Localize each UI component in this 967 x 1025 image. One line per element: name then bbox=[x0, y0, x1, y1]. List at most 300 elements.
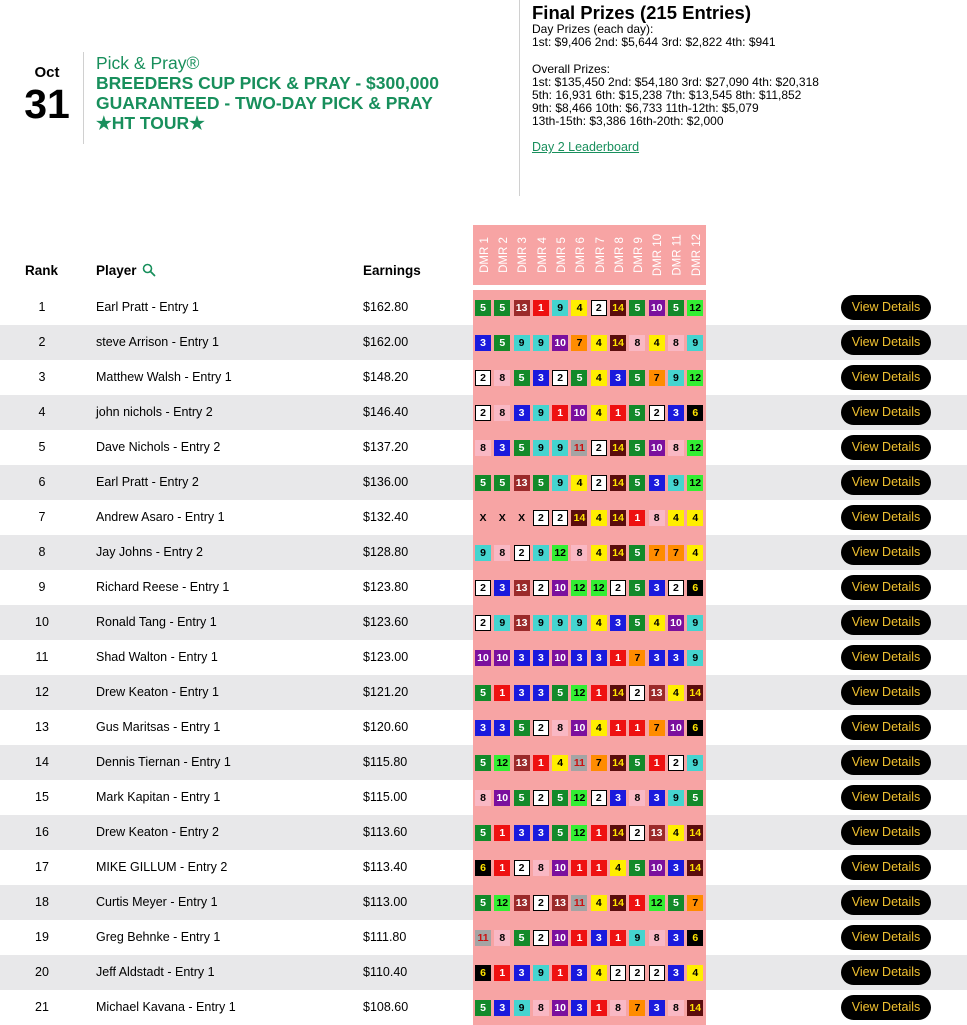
table-row bbox=[0, 885, 967, 920]
picks-strip bbox=[473, 325, 706, 360]
rank-cell: 14 bbox=[35, 755, 49, 769]
view-details-button[interactable]: View Details bbox=[841, 435, 931, 460]
pick-badge: 2 bbox=[514, 545, 530, 561]
pick-badge: 1 bbox=[533, 300, 549, 316]
pick-badge: 14 bbox=[610, 755, 626, 771]
player-name: Drew Keaton - Entry 1 bbox=[96, 685, 219, 699]
pick-badge: 6 bbox=[687, 580, 703, 596]
earnings-cell: $162.80 bbox=[363, 300, 409, 314]
view-details-button[interactable]: View Details bbox=[841, 610, 931, 635]
rank-cell: 7 bbox=[38, 510, 46, 524]
pick-badge: 2 bbox=[514, 860, 530, 876]
pick-badge: 13 bbox=[514, 755, 530, 771]
pick-badge: 3 bbox=[591, 930, 607, 946]
pick-badge: 7 bbox=[571, 335, 587, 351]
view-details-button[interactable]: View Details bbox=[841, 330, 931, 355]
pick-badge: 4 bbox=[591, 405, 607, 421]
race-header: DMR 6 bbox=[575, 237, 588, 273]
table-row bbox=[0, 850, 967, 885]
pick-badge: 1 bbox=[591, 860, 607, 876]
earnings-cell: $162.00 bbox=[363, 335, 409, 349]
view-details-button[interactable]: View Details bbox=[841, 645, 931, 670]
pick-badge: 10 bbox=[552, 580, 568, 596]
view-details-button[interactable]: View Details bbox=[841, 960, 931, 985]
pick-badge: 9 bbox=[629, 930, 645, 946]
overall-prizes-line: 1st: $135,450 2nd: $54,180 3rd: $27,090 4th: $20,318 bbox=[532, 75, 819, 89]
pick-badge: 9 bbox=[514, 1000, 530, 1016]
pick-badge: 13 bbox=[514, 580, 530, 596]
view-details-button[interactable]: View Details bbox=[841, 890, 931, 915]
pick-badge: 12 bbox=[494, 755, 510, 771]
pick-badge: 7 bbox=[591, 755, 607, 771]
pick-badge: 8 bbox=[571, 545, 587, 561]
table-row bbox=[0, 570, 967, 605]
pick-badge: X bbox=[494, 510, 510, 526]
view-details-cell bbox=[841, 540, 931, 565]
pick-badge: 14 bbox=[610, 545, 626, 561]
view-details-button[interactable]: View Details bbox=[841, 295, 931, 320]
pick-badge: 13 bbox=[514, 475, 530, 491]
picks-strip bbox=[473, 605, 706, 640]
pick-badge: 3 bbox=[533, 650, 549, 666]
pick-badge: 1 bbox=[533, 755, 549, 771]
pick-badge: 3 bbox=[610, 790, 626, 806]
pick-badge: 2 bbox=[533, 895, 549, 911]
pick-badge: 2 bbox=[610, 580, 626, 596]
rank-cell: 8 bbox=[38, 545, 46, 559]
pick-badge: 3 bbox=[668, 650, 684, 666]
earnings-cell: $123.00 bbox=[363, 650, 409, 664]
pick-badge: 14 bbox=[610, 440, 626, 456]
pick-badge: 5 bbox=[533, 475, 549, 491]
pick-badge: 14 bbox=[610, 335, 626, 351]
pick-badge: 10 bbox=[552, 860, 568, 876]
pick-badge: 5 bbox=[514, 440, 530, 456]
pick-badge: 13 bbox=[514, 615, 530, 631]
pick-badge: 6 bbox=[475, 965, 491, 981]
view-details-cell bbox=[841, 995, 931, 1020]
pick-badge: 4 bbox=[687, 965, 703, 981]
picks-strip bbox=[473, 990, 706, 1025]
pick-badge: 2 bbox=[533, 510, 549, 526]
view-details-button[interactable]: View Details bbox=[841, 575, 931, 600]
pick-badge: 13 bbox=[649, 685, 665, 701]
table-row bbox=[0, 815, 967, 850]
pick-badge: 5 bbox=[552, 825, 568, 841]
view-details-button[interactable]: View Details bbox=[841, 365, 931, 390]
pick-badge: 9 bbox=[687, 755, 703, 771]
pick-badge: 3 bbox=[514, 685, 530, 701]
overall-prizes-line: 9th: $8,466 10th: $6,733 11th-12th: $5,079 bbox=[532, 101, 759, 115]
pick-badge: 2 bbox=[533, 580, 549, 596]
pick-badge: 4 bbox=[610, 860, 626, 876]
search-icon[interactable] bbox=[142, 263, 156, 277]
pick-badge: 8 bbox=[475, 440, 491, 456]
pick-badge: 9 bbox=[533, 440, 549, 456]
pick-badge: 3 bbox=[494, 720, 510, 736]
table-row bbox=[0, 325, 967, 360]
pick-badge: 10 bbox=[571, 720, 587, 736]
pick-badge: 1 bbox=[552, 405, 568, 421]
earnings-cell: $110.40 bbox=[363, 965, 408, 979]
view-details-button[interactable]: View Details bbox=[841, 400, 931, 425]
player-name: Mark Kapitan - Entry 1 bbox=[96, 790, 221, 804]
view-details-button[interactable]: View Details bbox=[841, 820, 931, 845]
rank-cell: 19 bbox=[35, 930, 49, 944]
pick-badge: 3 bbox=[514, 650, 530, 666]
pick-badge: 3 bbox=[475, 720, 491, 736]
pick-badge: 8 bbox=[494, 405, 510, 421]
pick-badge: 9 bbox=[687, 615, 703, 631]
event-title-line-3: ★HT TOUR★ bbox=[96, 113, 205, 133]
pick-badge: 4 bbox=[591, 545, 607, 561]
pick-badge: 12 bbox=[591, 580, 607, 596]
view-details-button[interactable]: View Details bbox=[841, 540, 931, 565]
pick-badge: 5 bbox=[668, 300, 684, 316]
picks-strip bbox=[473, 850, 706, 885]
pick-badge: 3 bbox=[649, 1000, 665, 1016]
pick-badge: 9 bbox=[668, 370, 684, 386]
pick-badge: 3 bbox=[668, 965, 684, 981]
table-row bbox=[0, 990, 967, 1025]
pick-badge: 11 bbox=[571, 895, 587, 911]
earnings-cell: $132.40 bbox=[363, 510, 409, 524]
pick-badge: 5 bbox=[475, 895, 491, 911]
rank-cell: 5 bbox=[38, 440, 46, 454]
pick-badge: 14 bbox=[610, 475, 626, 491]
pick-badge: 10 bbox=[552, 930, 568, 946]
race-header: DMR 1 bbox=[478, 237, 491, 273]
view-details-button[interactable]: View Details bbox=[841, 680, 931, 705]
pick-badge: 7 bbox=[649, 370, 665, 386]
table-row bbox=[0, 675, 967, 710]
pick-badge: 1 bbox=[591, 1000, 607, 1016]
player-name: Ronald Tang - Entry 1 bbox=[96, 615, 217, 629]
rank-cell: 4 bbox=[38, 405, 46, 419]
view-details-cell bbox=[841, 855, 931, 880]
picks-strip bbox=[473, 430, 706, 465]
pick-badge: 1 bbox=[494, 685, 510, 701]
view-details-cell bbox=[841, 505, 931, 530]
pick-badge: 13 bbox=[649, 825, 665, 841]
player-name: Earl Pratt - Entry 2 bbox=[96, 475, 199, 489]
pick-badge: 1 bbox=[629, 510, 645, 526]
pick-badge: 2 bbox=[533, 930, 549, 946]
pick-badge: 12 bbox=[571, 790, 587, 806]
pick-badge: 3 bbox=[571, 965, 587, 981]
view-details-button[interactable]: View Details bbox=[841, 855, 931, 880]
pick-badge: 14 bbox=[610, 510, 626, 526]
pick-badge: 2 bbox=[475, 370, 491, 386]
pick-badge: 9 bbox=[687, 335, 703, 351]
pick-badge: 12 bbox=[552, 545, 568, 561]
pick-badge: 1 bbox=[591, 685, 607, 701]
event-series: Pick & Pray® bbox=[96, 53, 200, 73]
pick-badge: 6 bbox=[687, 405, 703, 421]
pick-badge: 3 bbox=[649, 790, 665, 806]
pick-badge: 5 bbox=[629, 615, 645, 631]
overall-prizes-label: Overall Prizes: bbox=[532, 62, 611, 76]
view-details-cell bbox=[841, 680, 931, 705]
pick-badge: 5 bbox=[514, 790, 530, 806]
pick-badge: 3 bbox=[571, 650, 587, 666]
pick-badge: 3 bbox=[533, 685, 549, 701]
pick-badge: 12 bbox=[649, 895, 665, 911]
earnings-cell: $115.80 bbox=[363, 755, 408, 769]
view-details-cell bbox=[841, 750, 931, 775]
pick-badge: 3 bbox=[668, 405, 684, 421]
pick-badge: 3 bbox=[475, 335, 491, 351]
pick-badge: 8 bbox=[629, 790, 645, 806]
earnings-cell: $128.80 bbox=[363, 545, 409, 559]
pick-badge: X bbox=[514, 510, 530, 526]
pick-badge: 14 bbox=[610, 895, 626, 911]
pick-badge: 5 bbox=[494, 335, 510, 351]
player-header bbox=[96, 263, 156, 278]
view-details-cell bbox=[841, 610, 931, 635]
day-prizes-line: 1st: $9,406 2nd: $5,644 3rd: $2,822 4th: $941 bbox=[532, 35, 776, 49]
view-details-button[interactable]: View Details bbox=[841, 925, 931, 950]
pick-badge: 3 bbox=[494, 580, 510, 596]
pick-badge: 12 bbox=[687, 440, 703, 456]
pick-badge: 2 bbox=[629, 825, 645, 841]
earnings-header: Earnings bbox=[363, 263, 421, 278]
pick-badge: 10 bbox=[668, 720, 684, 736]
rank-cell: 15 bbox=[35, 790, 49, 804]
pick-badge: 5 bbox=[629, 860, 645, 876]
pick-badge: X bbox=[475, 510, 491, 526]
pick-badge: 1 bbox=[571, 860, 587, 876]
player-name: steve Arrison - Entry 1 bbox=[96, 335, 219, 349]
pick-badge: 5 bbox=[494, 475, 510, 491]
view-details-cell bbox=[841, 575, 931, 600]
rank-header: Rank bbox=[25, 263, 59, 278]
view-details-cell bbox=[841, 400, 931, 425]
pick-badge: 14 bbox=[687, 685, 703, 701]
rank-cell: 1 bbox=[38, 300, 46, 314]
player-name: Michael Kavana - Entry 1 bbox=[96, 1000, 236, 1014]
table-row bbox=[0, 360, 967, 395]
pick-badge: 5 bbox=[475, 755, 491, 771]
pick-badge: 8 bbox=[494, 930, 510, 946]
rank-cell: 18 bbox=[35, 895, 49, 909]
pick-badge: 7 bbox=[629, 1000, 645, 1016]
pick-badge: 4 bbox=[649, 615, 665, 631]
pick-badge: 12 bbox=[687, 370, 703, 386]
pick-badge: 9 bbox=[514, 335, 530, 351]
pick-badge: 3 bbox=[610, 615, 626, 631]
pick-badge: 4 bbox=[591, 965, 607, 981]
pick-badge: 3 bbox=[494, 1000, 510, 1016]
pick-badge: 1 bbox=[610, 405, 626, 421]
race-header: DMR 3 bbox=[517, 237, 530, 273]
pick-badge: 4 bbox=[591, 370, 607, 386]
pick-badge: 9 bbox=[552, 475, 568, 491]
pick-badge: 9 bbox=[668, 790, 684, 806]
picks-strip bbox=[473, 290, 706, 325]
pick-badge: 3 bbox=[514, 405, 530, 421]
earnings-cell: $111.80 bbox=[363, 930, 407, 944]
pick-badge: 1 bbox=[494, 965, 510, 981]
earnings-cell: $108.60 bbox=[363, 1000, 409, 1014]
pick-badge: 1 bbox=[494, 860, 510, 876]
pick-badge: 10 bbox=[552, 335, 568, 351]
pick-badge: 6 bbox=[687, 930, 703, 946]
pick-badge: 8 bbox=[649, 510, 665, 526]
pick-badge: 12 bbox=[571, 580, 587, 596]
pick-badge: 1 bbox=[571, 930, 587, 946]
picks-strip bbox=[473, 535, 706, 570]
view-details-cell bbox=[841, 715, 931, 740]
pick-badge: 14 bbox=[571, 510, 587, 526]
view-details-button[interactable]: View Details bbox=[841, 750, 931, 775]
earnings-cell: $113.40 bbox=[363, 860, 408, 874]
pick-badge: 4 bbox=[571, 475, 587, 491]
rank-cell: 16 bbox=[35, 825, 49, 839]
picks-strip bbox=[473, 710, 706, 745]
view-details-button[interactable]: View Details bbox=[841, 995, 931, 1020]
view-details-button[interactable]: View Details bbox=[841, 470, 931, 495]
pick-badge: 5 bbox=[475, 300, 491, 316]
player-name: Shad Walton - Entry 1 bbox=[96, 650, 218, 664]
earnings-cell: $137.20 bbox=[363, 440, 409, 454]
race-column-headers bbox=[473, 225, 706, 285]
pick-badge: 5 bbox=[687, 790, 703, 806]
day-prizes-label: Day Prizes (each day): bbox=[532, 22, 654, 36]
pick-badge: 7 bbox=[649, 545, 665, 561]
player-name: Dave Nichols - Entry 2 bbox=[96, 440, 221, 454]
pick-badge: 13 bbox=[552, 895, 568, 911]
event-title-block bbox=[96, 53, 439, 133]
view-details-cell bbox=[841, 925, 931, 950]
pick-badge: 2 bbox=[629, 685, 645, 701]
view-details-button[interactable]: View Details bbox=[841, 715, 931, 740]
earnings-cell: $123.80 bbox=[363, 580, 409, 594]
race-header: DMR 9 bbox=[633, 237, 646, 273]
view-details-cell bbox=[841, 295, 931, 320]
pick-badge: 8 bbox=[649, 930, 665, 946]
pick-badge: 10 bbox=[494, 790, 510, 806]
race-header: DMR 7 bbox=[594, 237, 607, 273]
pick-badge: 5 bbox=[668, 895, 684, 911]
player-name: Matthew Walsh - Entry 1 bbox=[96, 370, 232, 384]
race-header: DMR 5 bbox=[555, 237, 568, 273]
rank-cell: 6 bbox=[38, 475, 46, 489]
pick-badge: 2 bbox=[591, 300, 607, 316]
table-row bbox=[0, 430, 967, 465]
pick-badge: 2 bbox=[533, 790, 549, 806]
earnings-cell: $113.60 bbox=[363, 825, 408, 839]
pick-badge: 10 bbox=[649, 860, 665, 876]
pick-badge: 2 bbox=[668, 755, 684, 771]
pick-badge: 1 bbox=[649, 755, 665, 771]
pick-badge: 6 bbox=[475, 860, 491, 876]
race-header: DMR 11 bbox=[671, 234, 684, 276]
overall-prizes-line: 5th: 16,931 6th: $15,238 7th: $13,545 8th: $11,852 bbox=[532, 88, 802, 102]
pick-badge: 1 bbox=[610, 720, 626, 736]
pick-badge: 9 bbox=[668, 475, 684, 491]
pick-badge: 12 bbox=[687, 475, 703, 491]
pick-badge: 14 bbox=[610, 685, 626, 701]
pick-badge: 12 bbox=[571, 825, 587, 841]
pick-badge: 8 bbox=[533, 1000, 549, 1016]
pick-badge: 7 bbox=[629, 650, 645, 666]
pick-badge: 5 bbox=[571, 370, 587, 386]
pick-badge: 2 bbox=[610, 965, 626, 981]
player-name: Dennis Tiernan - Entry 1 bbox=[96, 755, 231, 769]
picks-strip bbox=[473, 395, 706, 430]
pick-badge: 3 bbox=[610, 370, 626, 386]
pick-badge: 8 bbox=[610, 1000, 626, 1016]
pick-badge: 1 bbox=[610, 650, 626, 666]
table-row bbox=[0, 500, 967, 535]
pick-badge: 5 bbox=[475, 825, 491, 841]
view-details-button[interactable]: View Details bbox=[841, 505, 931, 530]
pick-badge: 5 bbox=[629, 545, 645, 561]
picks-strip bbox=[473, 465, 706, 500]
event-day: 31 bbox=[24, 81, 70, 127]
prize-divider bbox=[519, 0, 520, 196]
pick-badge: 4 bbox=[552, 755, 568, 771]
day2-leaderboard-link[interactable]: Day 2 Leaderboard bbox=[532, 140, 640, 154]
pick-badge: 8 bbox=[668, 1000, 684, 1016]
rank-cell: 11 bbox=[35, 650, 49, 664]
race-header: DMR 12 bbox=[690, 233, 703, 277]
view-details-cell bbox=[841, 960, 931, 985]
picks-strip bbox=[473, 640, 706, 675]
pick-badge: 3 bbox=[533, 825, 549, 841]
pick-badge: 3 bbox=[514, 965, 530, 981]
rank-cell: 2 bbox=[38, 335, 46, 349]
rank-cell: 20 bbox=[35, 965, 49, 979]
player-header-label: Player bbox=[96, 263, 137, 278]
pick-badge: 9 bbox=[552, 440, 568, 456]
prizes-title: Final Prizes (215 Entries) bbox=[532, 2, 752, 23]
picks-strip bbox=[473, 745, 706, 780]
table-row bbox=[0, 955, 967, 990]
pick-badge: 9 bbox=[533, 405, 549, 421]
pick-badge: 2 bbox=[552, 510, 568, 526]
rank-cell: 10 bbox=[35, 615, 49, 629]
date-divider bbox=[83, 52, 84, 144]
table-row bbox=[0, 535, 967, 570]
pick-badge: 10 bbox=[571, 405, 587, 421]
pick-badge: 1 bbox=[494, 825, 510, 841]
pick-badge: 4 bbox=[668, 825, 684, 841]
picks-strip bbox=[473, 815, 706, 850]
pick-badge: 4 bbox=[591, 510, 607, 526]
player-name: Greg Behnke - Entry 1 bbox=[96, 930, 221, 944]
pick-badge: 5 bbox=[475, 1000, 491, 1016]
pick-badge: 5 bbox=[629, 475, 645, 491]
view-details-button[interactable]: View Details bbox=[841, 785, 931, 810]
pick-badge: 6 bbox=[687, 720, 703, 736]
picks-strip bbox=[473, 570, 706, 605]
pick-badge: 12 bbox=[494, 895, 510, 911]
earnings-cell: $146.40 bbox=[363, 405, 409, 419]
player-name: Jay Johns - Entry 2 bbox=[96, 545, 203, 559]
view-details-cell bbox=[841, 435, 931, 460]
table-row bbox=[0, 640, 967, 675]
view-details-cell bbox=[841, 820, 931, 845]
view-details-cell bbox=[841, 890, 931, 915]
pick-badge: 3 bbox=[649, 580, 665, 596]
pick-badge: 9 bbox=[533, 965, 549, 981]
pick-badge: 4 bbox=[591, 895, 607, 911]
pick-badge: 3 bbox=[649, 650, 665, 666]
pick-badge: 10 bbox=[649, 440, 665, 456]
pick-badge: 4 bbox=[668, 510, 684, 526]
